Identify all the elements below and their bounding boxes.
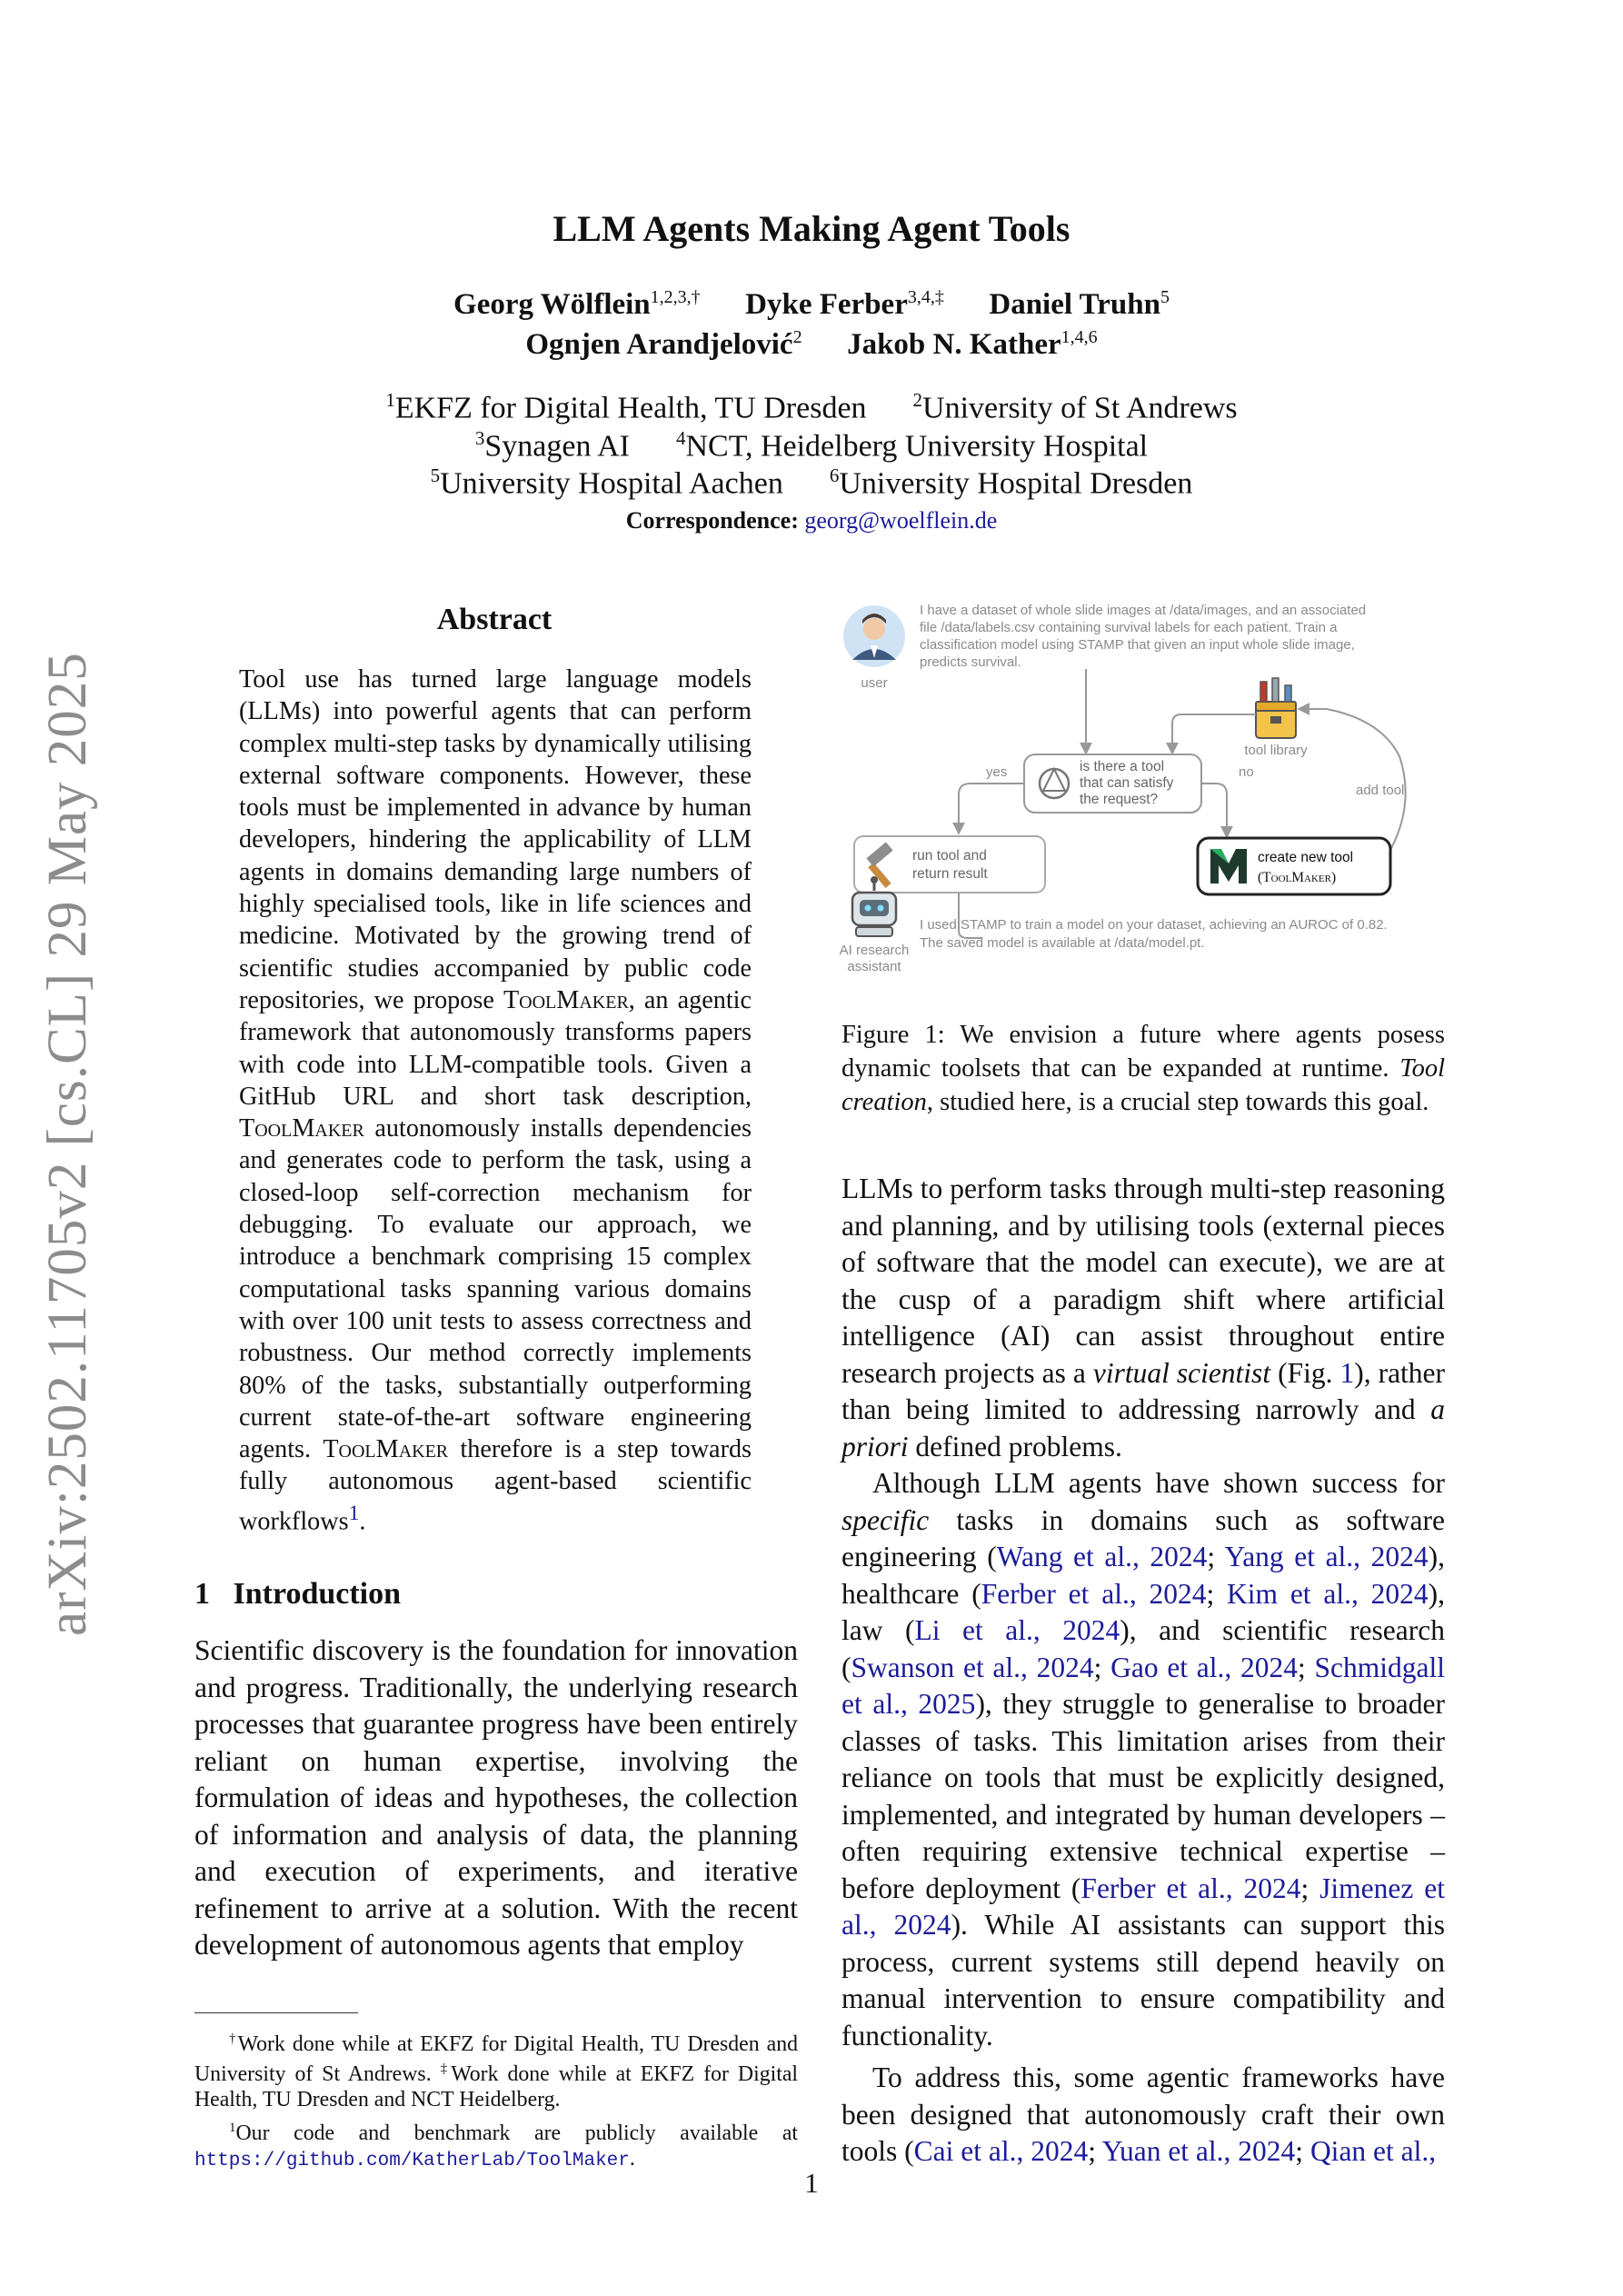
abstract-text: Tool use has turned large language models (LLMs) into powerful agents that can perform complex multi-step tasks by dynamically utilising external software components. However, these tools must be implemented in advance by human developers, hindering the applicability of LLM agents in domains demanding large numbers of highly specialised tools, like in life sciences and medicine. Motivated by the growing trend of scientific studies accompanied by public code repositories, we propose [239, 665, 752, 1014]
figure-ref-link[interactable]: 1 [1339, 1356, 1355, 1389]
footnote-ddagger: Work done while at EKFZ for Digital Health, TU Dresden and NCT Heidelberg. [194, 2062, 799, 2111]
abstract-body: Tool use has turned large language models (LLMs) into powerful agents that can perform complex multi-step tasks by dynamically utilising external software components. However, these tools must be implemented in advance by human developers, hindering the applicability of LLM agents in domains demanding large numbers of highly specialised tools, like in life sciences and medicine. Motivated by the growing trend of scientific studies accompanied by public code repositories, we propose ToolMaker, an agentic framework that autonomously transforms papers with code into LLM-compatible tools. Given a GitHub URL and short task description, ToolMaker autonomously installs dependencies and generates code to perform the task, using a closed-loop self-correction mechanism for debugging. To evaluate our approach, we introduce a benchmark comprising 15 complex computational tasks spanning various domains with over 100 unit tests to assess correctness and robustness. Our method correctly implements 80% of the tasks, substantially outperforming current state-of-the-art software engineering agents. ToolMaker therefore is a step towards fully autonomous agent-based scientific workflows$^1$. [239, 665, 752, 1536]
citation-link[interactable]: Yuan et al., 2024 [1101, 2135, 1296, 2167]
assistant-message-line: The saved model is available at /data/model.pt. [920, 935, 1205, 951]
user-avatar [843, 605, 905, 667]
toolbox-icon [1256, 678, 1296, 738]
create-tool-sub: (ToolMaker) [1258, 870, 1337, 885]
footnote-ref[interactable]: 1 [348, 1501, 360, 1525]
decision-text: that can satisfy [1080, 775, 1174, 791]
assistant-label: AI research [839, 943, 910, 958]
author-marks: 1,4,6 [1060, 327, 1098, 347]
citation-link[interactable]: Kim et al., 2024 [1227, 1577, 1429, 1610]
affiliation-num: 6 [829, 464, 840, 486]
caption-emphasis: Tool creation [841, 1054, 1446, 1116]
decision-text: is there a tool [1080, 759, 1165, 774]
toolmaker-name: ToolMaker [323, 1435, 449, 1464]
citation-link[interactable]: Gao et al., 2024 [1110, 1651, 1298, 1683]
toolmaker-name: ToolMaker [239, 1114, 364, 1143]
affiliation-num: 3 [474, 427, 485, 449]
citation-link[interactable]: Yang et al., 2024 [1224, 1541, 1429, 1572]
citation-link[interactable]: Qian et al., [1309, 2135, 1437, 2167]
no-label: no [1239, 764, 1254, 780]
section-heading-introduction [194, 1577, 401, 1612]
citation-link[interactable]: Li et al., 2024 [914, 1614, 1120, 1646]
tool-library-label: tool library [1244, 743, 1308, 758]
footnote-dagger: Work done while at EKFZ for Digital Health, TU Dresden and University of St Andrews. [194, 2031, 798, 2087]
assistant-message-line: I used STAMP to train a model on your dataset, achieving an AUROC of 0.82. [920, 917, 1388, 933]
add-tool-label: add tool [1356, 783, 1405, 798]
paragraph: Although LLM agents have shown success for specific tasks in domains such as software engineering (Wang et al., 2024; Yang et al., 2024), healthcare (Ferber et al., 2024; Kim et al., 2024), law (Li et al., 2024), and scientific research (Swanson et al., 2024; Gao et al., 2024; Schmidgall et al., 2025), they struggle to generalise to broader classes of tasks. This limitation arises from their reliance on tools that must be explicitly designed, implemented, and integrated by human developers – often requiring extensive technical expertise – before deployment (Ferber et al., 2024; Jimenez et al., 2024). While AI assistants can support this process, current systems still depend heavily on manual intervention to ensure compatibility and functionality. [841, 1467, 1446, 2051]
affiliation-line-2 [0, 427, 1623, 464]
arrow-no [1201, 784, 1227, 836]
citation-link[interactable]: Jimenez et al., 2024 [841, 1872, 1445, 1941]
author-marks: 5 [1160, 287, 1170, 307]
run-tool-text: return result [912, 866, 988, 882]
toolmaker-name: ToolMaker [503, 985, 629, 1014]
abstract-text: therefore is a step towards fully autonomous agent-based scientific workflows [239, 1435, 752, 1536]
arxiv-stamp: arXiv:2502.11705v2 [cs.CL] 29 May 2025 [37, 652, 98, 1636]
page-number: 1 [804, 2167, 819, 2199]
footnotes: †Work done while at EKFZ for Digital Health, TU Dresden and University of St Andrews. ‡Work done while at EKFZ for Digital Health, TU Dresden and NCT Heidelberg. $^1$Our code and benchmark are publicly available at https://github.com/KatherLab/ToolMaker. [194, 2031, 799, 2171]
affiliation: University of St Andrews [922, 391, 1238, 425]
affiliation-num: 4 [675, 427, 686, 449]
footnote-rule [194, 2012, 358, 2013]
user-message-line: predicts survival. [920, 654, 1021, 670]
arrow-yes [959, 784, 1024, 833]
affiliation: NCT, Heidelberg University Hospital [685, 429, 1149, 464]
section-title: Introduction [233, 1577, 402, 1611]
paragraph: To address this, some agentic frameworks have been designed that autonomously craft their own tools (Cai et al., 2024; Yuan et al., 2024; Qian et al., [841, 2061, 1445, 2167]
user-message-line: file /data/labels.csv containing survival labels for each patient. Train a [920, 620, 1338, 635]
user-message-line: classification model using STAMP that given an input whole slide image, [920, 637, 1355, 653]
affiliation-line-1 [0, 389, 1623, 425]
assistant-label: assistant [847, 959, 901, 974]
figure-1-diagram [836, 593, 1454, 1011]
citation-link[interactable]: Schmidgall et al., 2025 [841, 1651, 1445, 1720]
correspondence-email[interactable]: georg@woelflein.de [804, 507, 998, 534]
author-marks: 2 [792, 327, 802, 347]
user-message-line: I have a dataset of whole slide images at /data/images, and an associated [920, 603, 1367, 618]
citation-link[interactable]: Ferber et al., 2024 [981, 1577, 1207, 1610]
affiliation-num: 1 [385, 389, 395, 411]
citation-link[interactable]: Ferber et al., 2024 [1080, 1872, 1301, 1904]
author-marks: 3,4,‡ [907, 287, 944, 307]
user-label: user [861, 675, 888, 691]
affiliation: Synagen AI [484, 429, 630, 464]
caption-text: We envision a future where agents posess dynamic toolsets that can be expanded at runtime. [841, 1021, 1446, 1083]
affiliation-num: 2 [912, 389, 923, 411]
correspondence [0, 507, 1623, 534]
author-marks: 1,2,3,† [650, 287, 701, 307]
footnote-1: Our code and benchmark are publicly available at [235, 2121, 798, 2146]
author-name: Jakob N. Kather [847, 328, 1061, 361]
repo-link[interactable]: https://github.com/KatherLab/ToolMaker [194, 2150, 630, 2171]
caption-text: , studied here, is a crucial step towards this goal. [926, 1088, 1429, 1116]
paper-title: LLM Agents Making Agent Tools [553, 208, 1070, 249]
yes-label: yes [986, 764, 1008, 780]
abstract-text: , an agentic framework that autonomously transforms papers with code into LLM-compatible tools. Given a GitHub URL and short task description, [239, 985, 752, 1111]
abstract-text: autonomously installs dependencies and generates code to perform the task, using a closed-loop self-correction mechanism for debugging. To evaluate our approach, we introduce a benchmark comprising 15 complex computational tasks spanning various domains with over 100 unit tests to assess correctness and robustness. Our method correctly implements 80% of the tasks, substantially outperforming current state-of-the-art software engineering agents. [239, 1114, 752, 1464]
intro-paragraph: Scientific discovery is the foundation for innovation and progress. Traditionally, the underlying research processes that guarantee progress have been entirely reliant on human expertise, involving the formulation of ideas and hypotheses, the collection of information and analysis of data, the planning and execution of experiments, and iterative refinement to arrive at a solution. With the recent development of autonomous agents that employ [194, 1634, 798, 1961]
affiliation-line-3 [0, 464, 1623, 501]
author-name: Dyke Ferber [745, 288, 908, 321]
caption-label: Figure 1: [841, 1021, 945, 1049]
author-name: Georg Wölflein [453, 288, 651, 321]
section-number: 1 [194, 1577, 210, 1611]
decision-text: the request? [1080, 792, 1159, 807]
author-name: Ognjen Arandjelović [525, 328, 793, 361]
arrow-library-to-decision [1172, 714, 1256, 753]
paragraph: LLMs to perform tasks through multi-step reasoning and planning, and by utilising tools (external pieces of software that the model can execute), we are at the cusp of a paradigm shift where artificial intelligence (AI) can assist throughout entire research projects as a virtual scientist (Fig. 1), rather than being limited to addressing narrowly and a priori defined problems. [841, 1173, 1446, 1462]
figure-caption [841, 1018, 1445, 1119]
citation-link[interactable]: Swanson et al., 2024 [851, 1651, 1094, 1683]
citation-link[interactable]: Wang et al., 2024 [996, 1541, 1208, 1572]
affiliation: University Hospital Aachen [440, 466, 783, 501]
affiliation-num: 5 [430, 464, 441, 486]
affiliation: EKFZ for Digital Health, TU Dresden [394, 391, 867, 425]
create-tool-text: create new tool [1258, 850, 1354, 865]
author-line-1 [0, 287, 1623, 322]
citation-link[interactable]: Cai et al., 2024 [913, 2135, 1089, 2167]
author-line-2 [0, 327, 1623, 362]
correspondence-label: Correspondence: [625, 507, 799, 534]
author-name: Daniel Truhn [989, 288, 1160, 321]
abstract-heading: Abstract [436, 603, 553, 636]
affiliation: University Hospital Dresden [839, 466, 1193, 501]
run-tool-text: run tool and [912, 848, 987, 863]
right-column-body [841, 1171, 1445, 2171]
